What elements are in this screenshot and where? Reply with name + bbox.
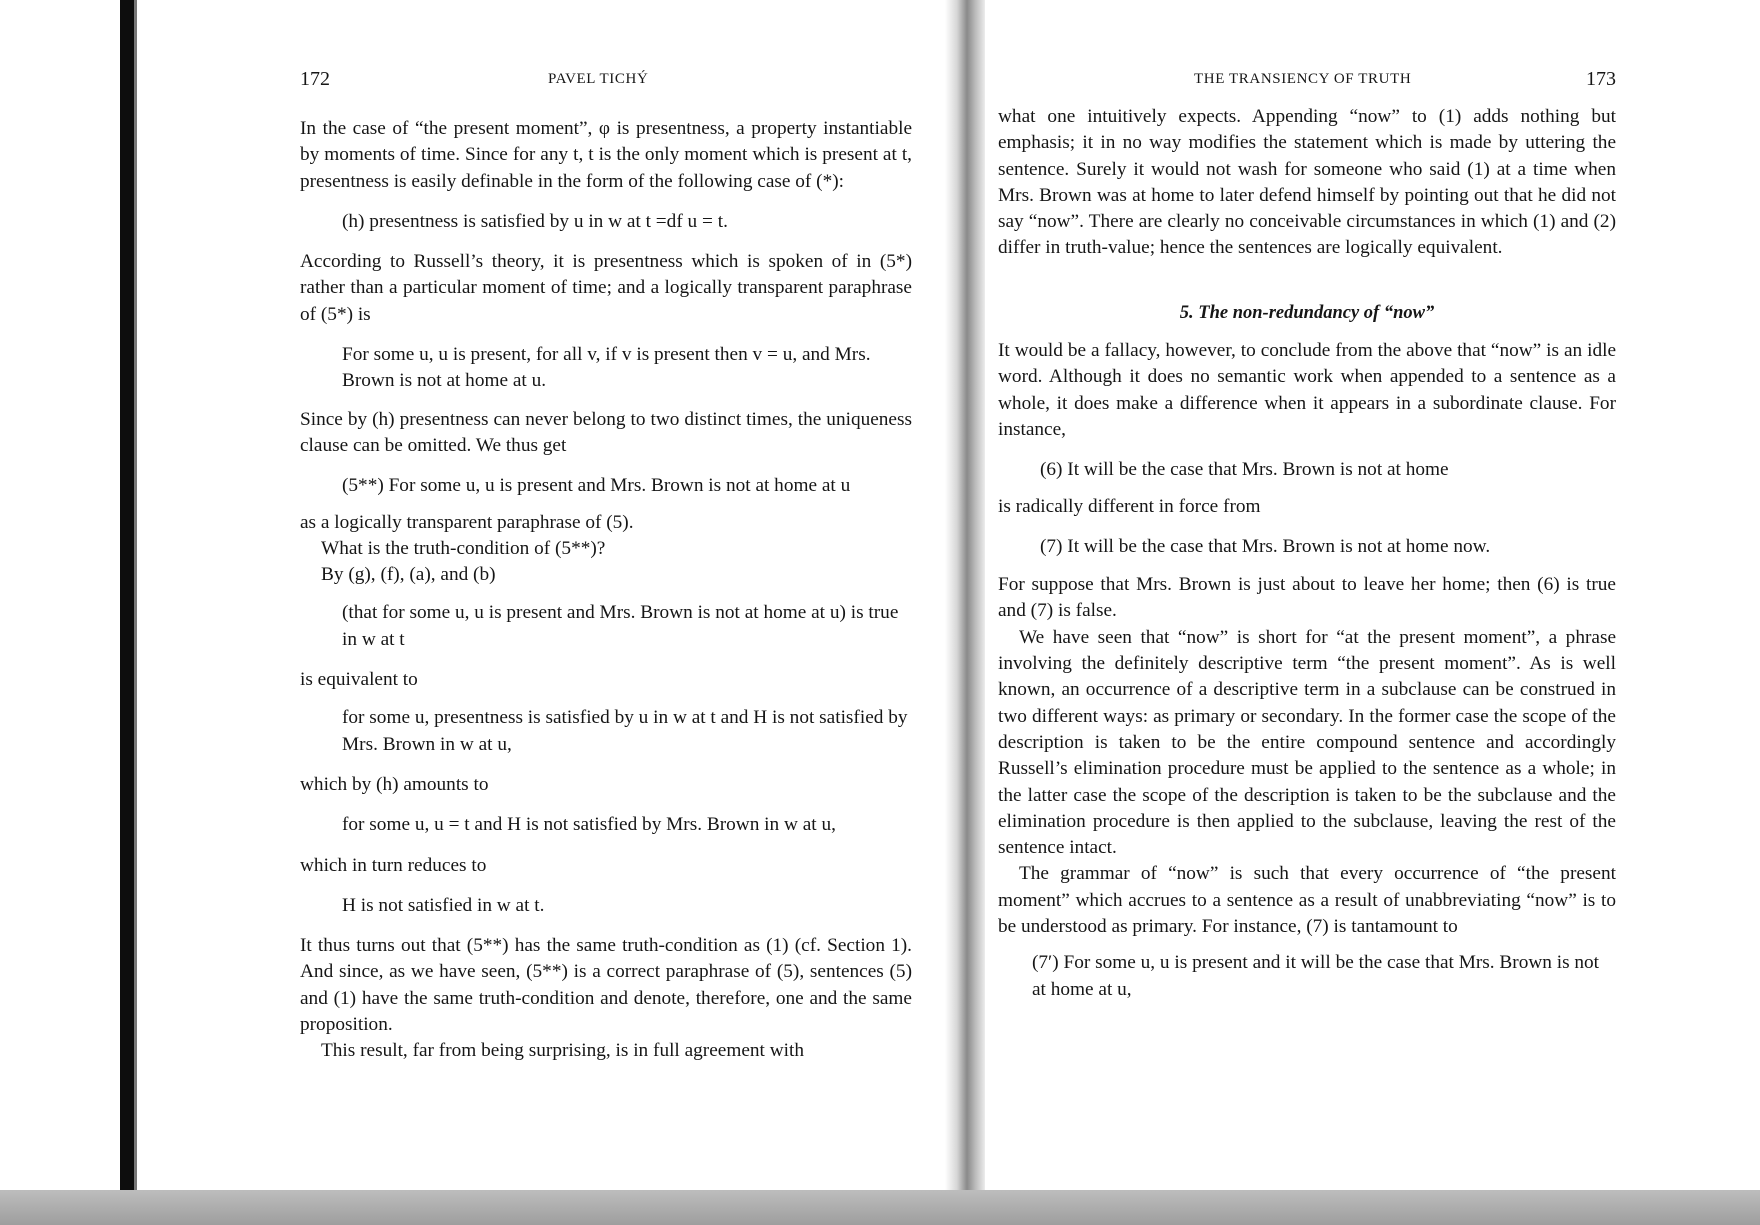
paragraph: According to Russell’s theory, it is presentness which is spoken of in (5*) rather than a particular moment of time; and a logically transparent paraphrase of (5*) is (300, 251, 912, 325)
example-7: (7) It will be the case that Mrs. Brown is not at home now. (1040, 535, 1491, 557)
example-h: (h) presentness is satisfied by u in w at t =df u = t. (342, 210, 728, 232)
paragraph: is equivalent to (300, 669, 418, 691)
right-page-header (998, 68, 1616, 94)
paragraph: What is the truth-condition of (5**)? (321, 537, 606, 559)
paragraph: which by (h) amounts to (300, 773, 489, 795)
paragraph: as a logically transparent paraphrase of (5). (300, 511, 634, 533)
paragraph: what one intuitively expects. Appending “now” to (1) adds nothing but emphasis; it in no way modifies the statement which is made by uttering the sentence. Surely it would not wash for someone who said (1) at a time when Mrs. Brown was at home to later defend himself by pointing out that he did not say “now”. There are clearly no conceivable circumstances in which (1) and (2) differ in truth-value; hence the sentences are logically equivalent. (998, 106, 1616, 259)
example-h-not-satisfied: H is not satisfied in w at t. (342, 894, 545, 916)
section-heading: 5. The non-redundancy of “now” (1179, 302, 1435, 323)
paragraph: This result, far from being surprising, is in full agreement with (321, 1040, 805, 1062)
example-u-equals-t: for some u, u = t and H is not satisfied by Mrs. Brown in w at u, (342, 814, 836, 836)
paragraph: It would be a fallacy, however, to conclude from the above that “now” is an idle word. Although it does no semantic work when appended to a sentence as a whole, it does make a difference when it appears in a subordinate clause. For instance, (998, 340, 1616, 440)
running-head: THE TRANSIENCY OF TRUTH (1194, 71, 1412, 87)
paragraph: By (g), (f), (a), and (b) (321, 564, 496, 586)
paragraph: which in turn reduces to (300, 854, 487, 876)
scan-binding-edge (134, 0, 137, 1190)
running-head: PAVEL TICHÝ (548, 71, 649, 87)
paragraph: It thus turns out that (5**) has the same truth-condition as (1) (cf. Section 1). And since, as we have seen, (5**) is a correct paraphrase of (5), sentences (5) and (1) have the same truth-condition and denote, therefore, one and the same proposition. (300, 935, 912, 1036)
example-6: (6) It will be the case that Mrs. Brown is not at home (1040, 459, 1449, 481)
example-presentness: for some u, presentness is satisfied by u in w at t and H is not satisfied by Mrs. Brown in w at u, (342, 707, 908, 755)
example-paraphrase: For some u, u is present, for all v, if v is present then v = u, and Mrs. Brown is not at home at u. (342, 344, 871, 392)
scan-binding-shadow (120, 0, 134, 1190)
left-page-body (300, 116, 912, 1065)
page-number: 172 (300, 68, 330, 90)
example-7-prime: (7′) For some u, u is present and it will be the case that Mrs. Brown is not at home at u, (1032, 952, 1600, 1000)
paragraph: We have seen that “now” is short for “at the present moment”, a phrase involving the definitely descriptive term “the present moment”. As is well known, an occurrence of a descriptive term in a subclause can be construed in two different ways: as primary or secondary. In the former case the scope of the description is taken to be the entire compound sentence and accordingly Russell’s elimination procedure must be applied to the sentence as a whole; in the latter case the scope of the description is taken to be the subclause and the elimination procedure is then applied to the subclause, leaving the rest of the sentence intact. (998, 626, 1616, 859)
example-truth: (that for some u, u is present and Mrs. Brown is not at home at u) is true in w at t (342, 602, 899, 650)
paragraph: is radically different in force from (998, 495, 1261, 517)
paragraph: For suppose that Mrs. Brown is just about to leave her home; then (6) is true and (7) is false. (998, 574, 1616, 622)
scanner-bottom-edge (0, 1190, 1760, 1225)
book-gutter (945, 0, 985, 1190)
paragraph: The grammar of “now” is such that every occurrence of “the present moment” which accrues to a sentence as a result of unabbreviating “now” is to be understood as primary. For instance, (7) is tantamount to (998, 863, 1616, 938)
left-page-header (300, 68, 912, 94)
page-number: 173 (1586, 68, 1616, 90)
example-5-double-star: (5**) For some u, u is present and Mrs. Brown is not at home at u (342, 475, 851, 497)
right-page-body (998, 104, 1616, 1003)
paragraph: Since by (h) presentness can never belong to two distinct times, the uniqueness clause can be omitted. We thus get (300, 408, 912, 456)
paragraph: In the case of “the present moment”, φ is presentness, a property instantiable by moments of time. Since for any t, t is the only moment which is present at t, presentness is easily definable in the form of the following case of (*): (300, 118, 912, 192)
